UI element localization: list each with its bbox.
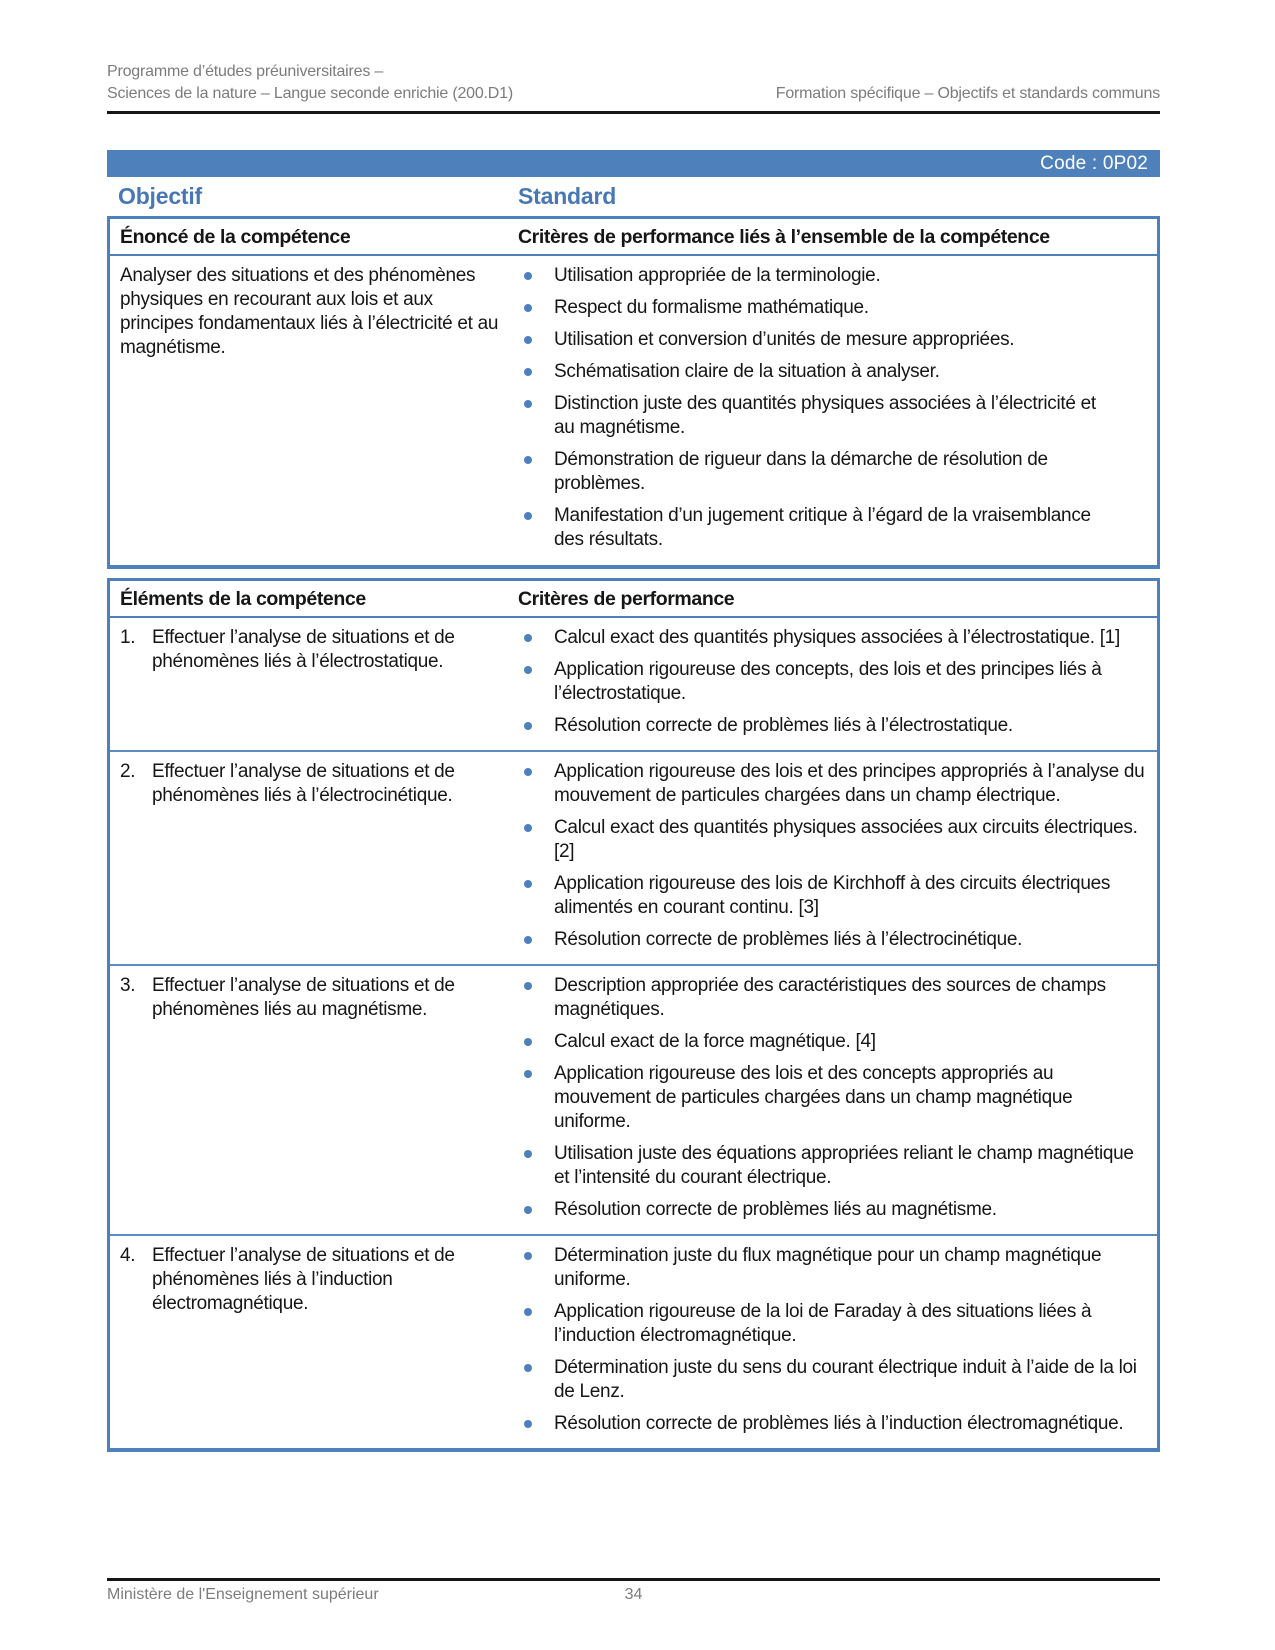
column-titles xyxy=(107,183,1160,210)
criteria-item xyxy=(518,360,1157,384)
bullet-icon xyxy=(524,666,532,674)
bullet-icon xyxy=(524,272,532,280)
element-row xyxy=(110,964,1157,1234)
element-row xyxy=(110,1234,1157,1448)
criteria-item xyxy=(518,760,1157,808)
element-row xyxy=(110,750,1157,964)
bullet-icon xyxy=(524,880,532,888)
criteria-text: Respect du formalisme mathématique. xyxy=(554,297,869,318)
criteria-item xyxy=(518,504,1157,552)
criteria-text: Utilisation et conversion d’unités de mesure appropriées. xyxy=(554,329,1015,350)
elements-table-header xyxy=(110,581,1157,618)
bullet-icon xyxy=(524,1038,532,1046)
element-text: Effectuer l’analyse de situations et de phénomènes liés à l’électrostatique. xyxy=(152,627,455,672)
running-footer xyxy=(107,1578,1160,1604)
bullet-icon xyxy=(524,400,532,408)
bullet-icon xyxy=(524,1150,532,1158)
criteria-item xyxy=(518,264,1157,288)
program-title-line1: Programme d’études préuniversitaires – xyxy=(107,63,384,80)
criteria-text: Application rigoureuse des lois de Kirchhoff à des circuits électriques alimentés en courant continu. [3] xyxy=(554,873,1111,918)
criteria-text: Application rigoureuse des concepts, des lois et des principes liés à l’électrostatique. xyxy=(554,659,1102,704)
element-cell xyxy=(110,1244,518,1436)
criteria-text: Schématisation claire de la situation à analyser. xyxy=(554,361,940,382)
criteria-text: Application rigoureuse des lois et des concepts appropriés au mouvement de particules chargées dans un champ magnétique uniforme. xyxy=(554,1063,1073,1132)
criteria-list xyxy=(518,1244,1157,1436)
criteria-text: Manifestation d’un jugement critique à l’égard de la vraisemblance des résultats. xyxy=(554,505,1091,550)
element-criteria-cell xyxy=(518,974,1157,1222)
bullet-icon xyxy=(524,1364,532,1372)
criteria-text: Démonstration de rigueur dans la démarche de résolution de problèmes. xyxy=(554,449,1048,494)
criteria-item xyxy=(518,928,1157,952)
criteria-item xyxy=(518,1198,1157,1222)
criteria-text: Utilisation appropriée de la terminologie. xyxy=(554,265,881,286)
criteria-text: Calcul exact de la force magnétique. [4] xyxy=(554,1031,876,1052)
criteria-item xyxy=(518,974,1157,1022)
criteria-text: Détermination juste du flux magnétique pour un champ magnétique uniforme. xyxy=(554,1245,1102,1290)
element-criteria-cell xyxy=(518,626,1157,738)
bullet-icon xyxy=(524,456,532,464)
criteria-item xyxy=(518,1030,1157,1054)
bullet-icon xyxy=(524,982,532,990)
bullet-icon xyxy=(524,1206,532,1214)
running-header-left xyxy=(107,61,513,105)
criteria-item xyxy=(518,658,1157,706)
bullet-icon xyxy=(524,512,532,520)
bullet-icon xyxy=(524,1308,532,1316)
element-row xyxy=(110,618,1157,750)
criteria-item xyxy=(518,714,1157,738)
competence-header-right: Critères de performance liés à l’ensemble de la compétence xyxy=(518,226,1050,248)
criteria-item xyxy=(518,872,1157,920)
standard-title: Standard xyxy=(518,183,617,209)
element-number: 4. xyxy=(120,1245,136,1266)
elements-header-left: Éléments de la compétence xyxy=(120,588,366,610)
criteria-item xyxy=(518,392,1157,440)
criteria-text: Résolution correcte de problèmes liés à l’induction électromagnétique. xyxy=(554,1413,1124,1434)
code-label: Code : 0P02 xyxy=(1040,152,1148,174)
criteria-item xyxy=(518,328,1157,352)
criteria-item xyxy=(518,448,1157,496)
bullet-icon xyxy=(524,304,532,312)
bullet-icon xyxy=(524,1420,532,1428)
criteria-item xyxy=(518,626,1157,650)
page-number: 34 xyxy=(624,1586,643,1603)
element-number: 3. xyxy=(120,975,136,996)
ministry-name: Ministère de l'Enseignement supérieur xyxy=(107,1586,379,1603)
footer-rule xyxy=(107,1578,1160,1581)
criteria-item xyxy=(518,1412,1157,1436)
competence-statement: Analyser des situations et des phénomènes physiques en recourant aux lois et aux principes fondamentaux liés à l’électricité et au magnétisme. xyxy=(120,265,499,358)
criteria-list xyxy=(518,264,1157,552)
criteria-item xyxy=(518,1300,1157,1348)
criteria-text: Description appropriée des caractéristiques des sources de champs magnétiques. xyxy=(554,975,1106,1020)
criteria-item xyxy=(518,1062,1157,1134)
code-bar xyxy=(107,150,1160,177)
element-text: Effectuer l’analyse de situations et de phénomènes liés à l’induction électromagnétique. xyxy=(152,1245,455,1314)
bullet-icon xyxy=(524,336,532,344)
criteria-text: Résolution correcte de problèmes liés à l’électrocinétique. xyxy=(554,929,1023,950)
competence-criteria xyxy=(518,264,1157,552)
element-criteria-cell xyxy=(518,760,1157,952)
criteria-list xyxy=(518,626,1157,738)
bullet-icon xyxy=(524,768,532,776)
objectif-title: Objectif xyxy=(118,183,203,209)
competence-table xyxy=(107,216,1160,569)
elements-header-right: Critères de performance xyxy=(518,588,735,610)
criteria-text: Résolution correcte de problèmes liés au magnétisme. xyxy=(554,1199,997,1220)
criteria-item xyxy=(518,1244,1157,1292)
criteria-text: Calcul exact des quantités physiques associées aux circuits électriques. [2] xyxy=(554,817,1138,862)
element-criteria-cell xyxy=(518,1244,1157,1436)
program-title-line2: Sciences de la nature – Langue seconde enrichie (200.D1) xyxy=(107,85,513,102)
criteria-text: Distinction juste des quantités physiques associées à l’électricité et au magnétisme. xyxy=(554,393,1096,438)
criteria-list xyxy=(518,974,1157,1222)
criteria-text: Calcul exact des quantités physiques associées à l’électrostatique. [1] xyxy=(554,627,1120,648)
bullet-icon xyxy=(524,936,532,944)
criteria-item xyxy=(518,1356,1157,1404)
bullet-icon xyxy=(524,368,532,376)
running-header-right: Formation spécifique – Objectifs et standards communs xyxy=(775,85,1160,102)
bullet-icon xyxy=(524,824,532,832)
criteria-item xyxy=(518,816,1157,864)
header-rule xyxy=(107,111,1160,114)
criteria-text: Application rigoureuse de la loi de Faraday à des situations liées à l’induction électromagnétique. xyxy=(554,1301,1092,1346)
criteria-text: Utilisation juste des équations appropriées reliant le champ magnétique et l’intensité du courant électrique. xyxy=(554,1143,1134,1188)
criteria-list xyxy=(518,760,1157,952)
criteria-item xyxy=(518,1142,1157,1190)
criteria-text: Application rigoureuse des lois et des principes appropriés à l’analyse du mouvement de particules chargées dans un champ électrique. xyxy=(554,761,1145,806)
bullet-icon xyxy=(524,1070,532,1078)
competence-table-body xyxy=(110,256,1157,565)
competence-table-header xyxy=(110,219,1157,256)
competence-header-left: Énoncé de la compétence xyxy=(120,226,351,248)
criteria-text: Détermination juste du sens du courant électrique induit à l’aide de la loi de Lenz. xyxy=(554,1357,1137,1402)
element-text: Effectuer l’analyse de situations et de phénomènes liés au magnétisme. xyxy=(152,975,455,1020)
element-text: Effectuer l’analyse de situations et de phénomènes liés à l’électrocinétique. xyxy=(152,761,455,806)
bullet-icon xyxy=(524,1252,532,1260)
running-header xyxy=(107,0,1160,105)
element-number: 1. xyxy=(120,627,136,648)
criteria-text: Résolution correcte de problèmes liés à l’électrostatique. xyxy=(554,715,1013,736)
element-cell xyxy=(110,626,518,738)
elements-rows xyxy=(110,618,1157,1448)
element-cell xyxy=(110,760,518,952)
bullet-icon xyxy=(524,722,532,730)
element-number: 2. xyxy=(120,761,136,782)
element-cell xyxy=(110,974,518,1222)
bullet-icon xyxy=(524,634,532,642)
criteria-item xyxy=(518,296,1157,320)
elements-table xyxy=(107,578,1160,1452)
